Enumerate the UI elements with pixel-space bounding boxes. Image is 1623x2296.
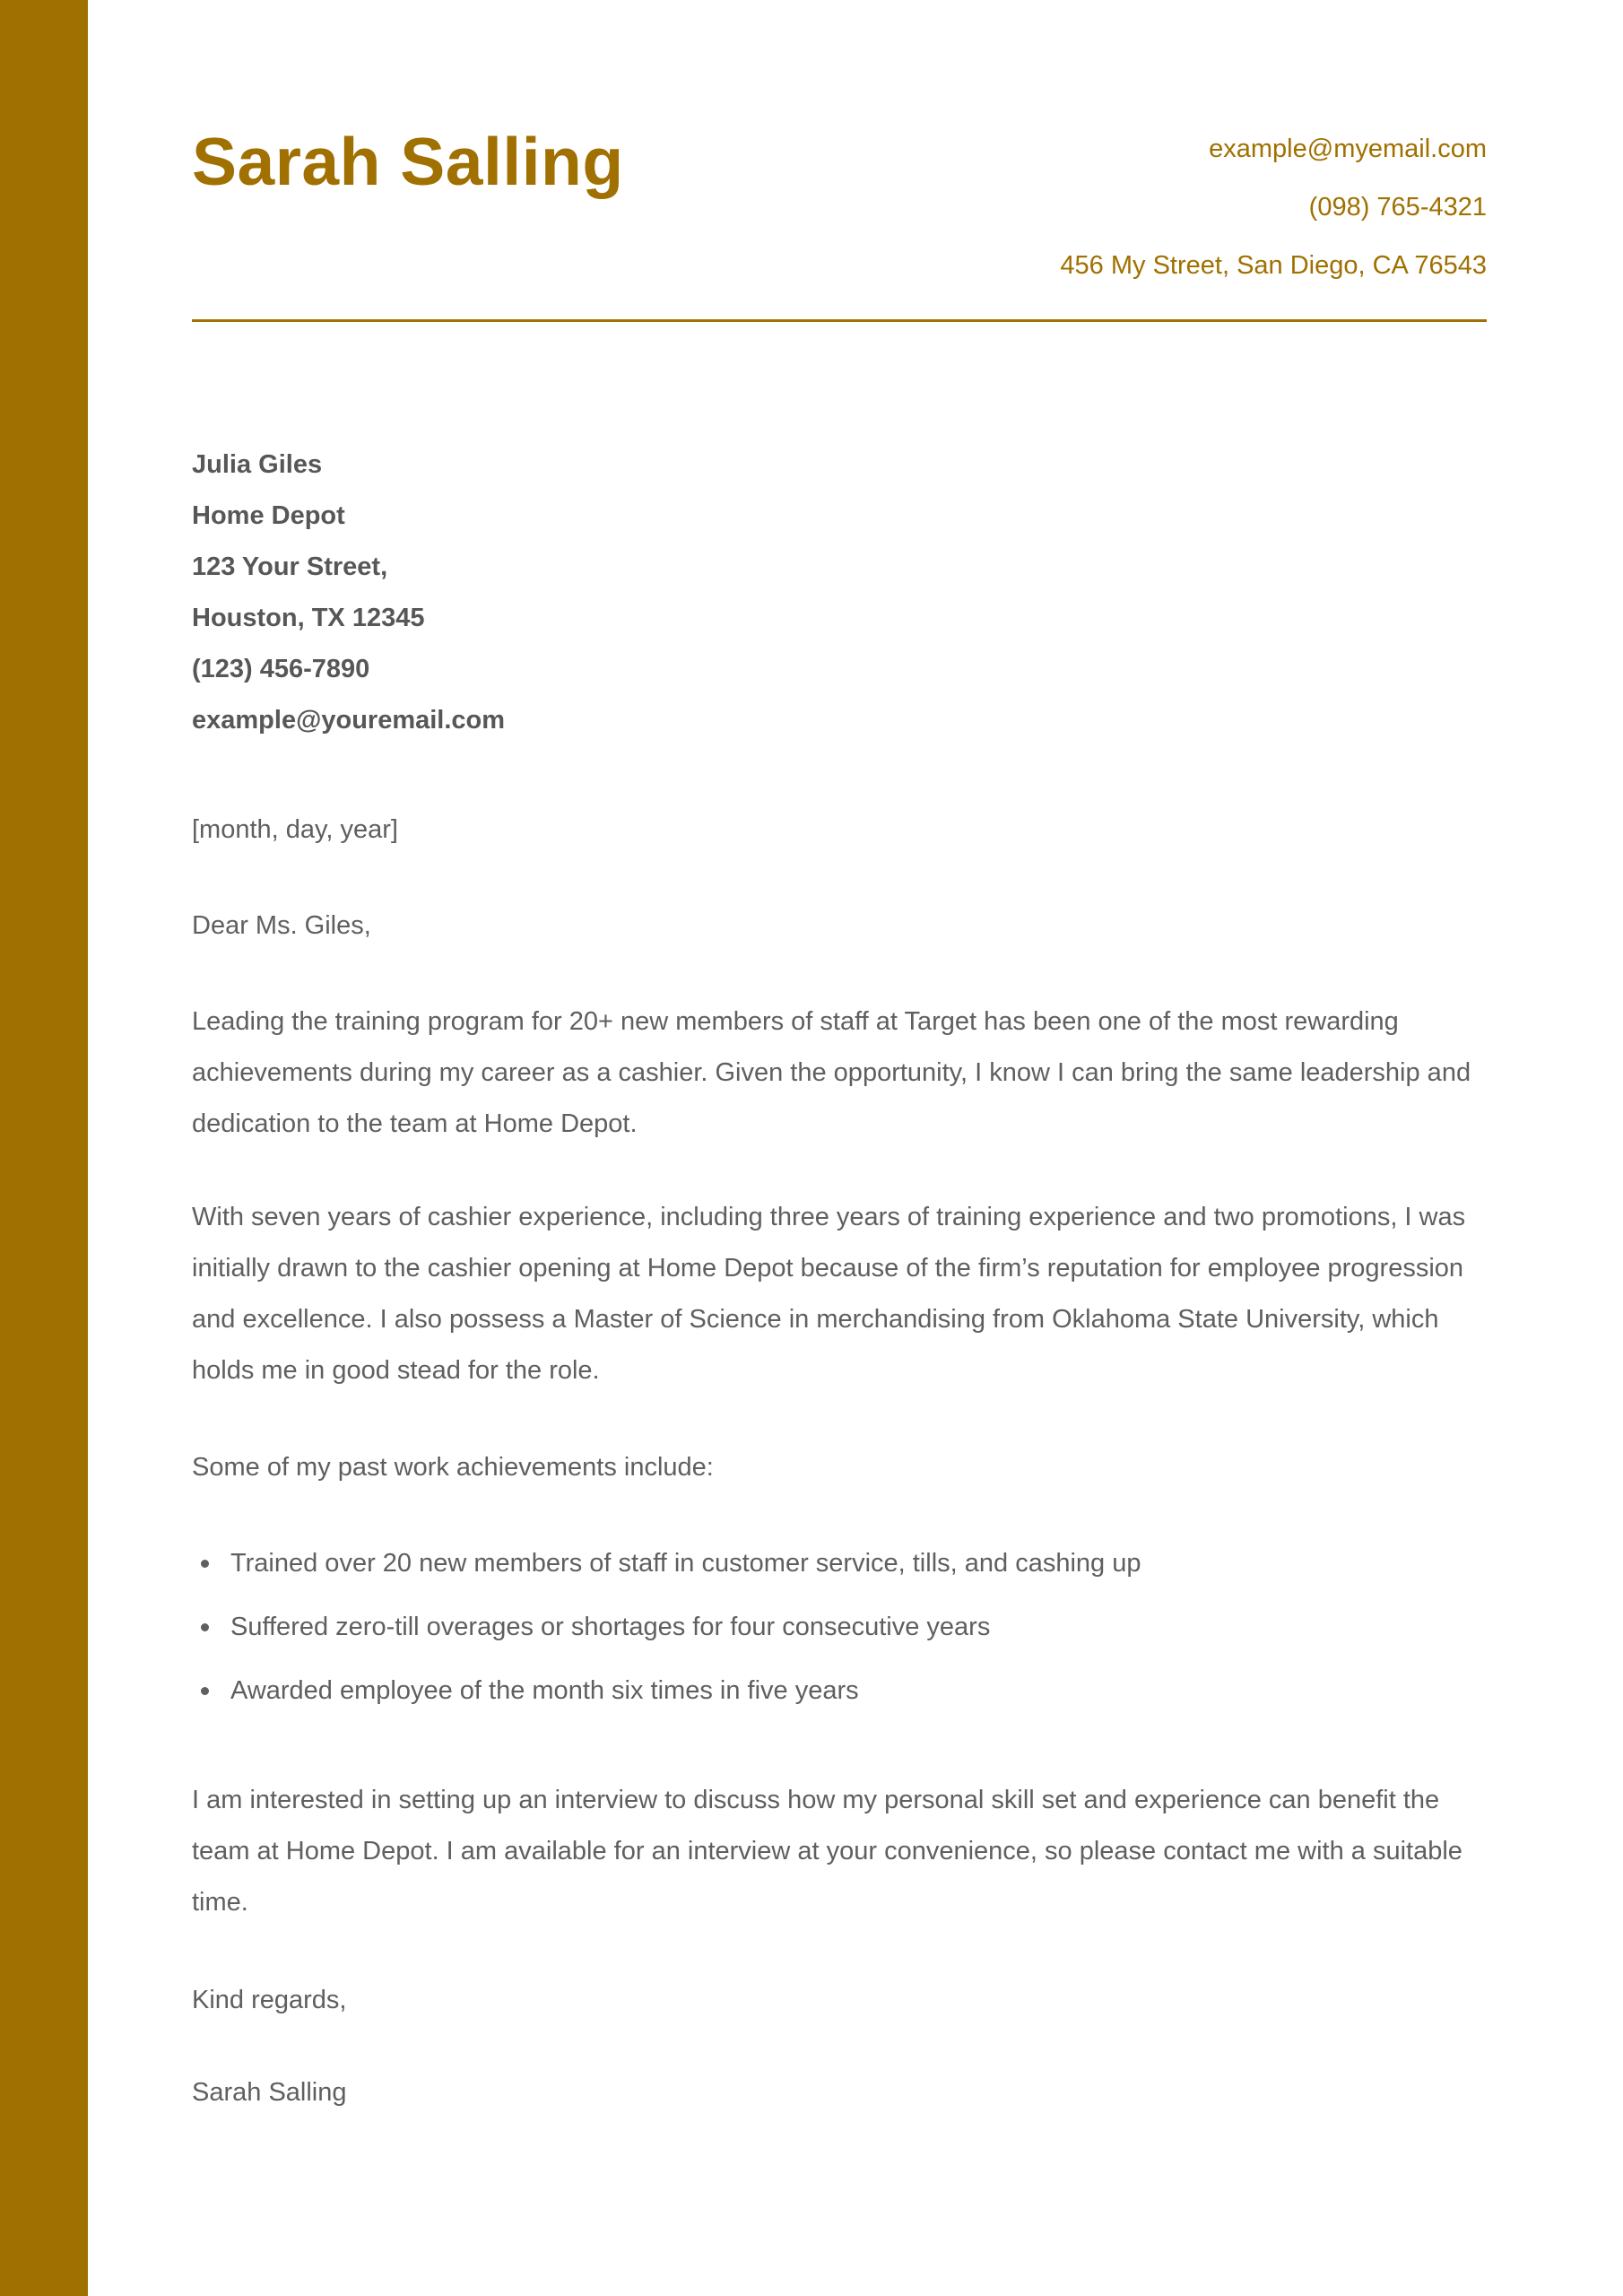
paragraph-interview-request: I am interested in setting up an interview to discuss how my personal skill set and experience can benefit the team at Home Depot. I am available for an interview at your convenience, so please contact me with a suitable time. (192, 1786, 1462, 1917)
achievement-text: Trained over 20 new members of staff in customer service, tills, and cashing up (230, 1549, 1141, 1578)
sender-contact (1060, 120, 1487, 295)
recipient-name: Julia Giles (192, 450, 323, 479)
paragraph-achievements-intro: Some of my past work achievements include: (192, 1453, 714, 1482)
bullet-icon (201, 1623, 209, 1631)
recipient-company: Home Depot (192, 501, 345, 530)
bullet-icon (201, 1560, 209, 1568)
sender-phone: (098) 765-4321 (1308, 193, 1487, 222)
recipient-email: example@youremail.com (192, 706, 506, 735)
recipient-street: 123 Your Street, (192, 552, 388, 581)
salutation: Dear Ms. Giles, (192, 911, 371, 940)
bullet-icon (201, 1687, 209, 1695)
recipient-block (192, 439, 505, 746)
achievement-text: Suffered zero-till overages or shortages for four consecutive years (230, 1613, 991, 1641)
list-item (192, 1538, 1141, 1602)
sender-address: 456 My Street, San Diego, CA 76543 (1060, 251, 1487, 280)
paragraph-experience: With seven years of cashier experience, including three years of training experience and two promotions, I was initially drawn to the cashier opening at Home Depot because of the firm’s reputation for employee progression and excellence. I also possess a Master of Science in merchandising from Oklahoma State University, which holds me in good stead for the role. (192, 1203, 1466, 1385)
left-accent-bar (0, 0, 88, 2296)
letter-date: [month, day, year] (192, 815, 398, 844)
signature: Sarah Salling (192, 2078, 347, 2107)
recipient-city: Houston, TX 12345 (192, 604, 425, 632)
list-item (192, 1602, 1141, 1665)
list-item (192, 1665, 1141, 1729)
paragraph-intro: Leading the training program for 20+ new members of staff at Target has been one of the most rewarding achievements during my career as a cashier. Given the opportunity, I know I can bring the same leadership and dedication to the team at Home Depot. (192, 1007, 1471, 1138)
achievements-list (192, 1538, 1141, 1729)
sender-name: Sarah Salling (192, 124, 624, 199)
recipient-phone: (123) 456-7890 (192, 655, 370, 683)
closing: Kind regards, (192, 1986, 347, 2014)
sender-email: example@myemail.com (1209, 135, 1487, 163)
cover-letter-page (192, 0, 1487, 2296)
achievement-text: Awarded employee of the month six times in five years (230, 1676, 859, 1705)
header-divider (192, 319, 1487, 322)
